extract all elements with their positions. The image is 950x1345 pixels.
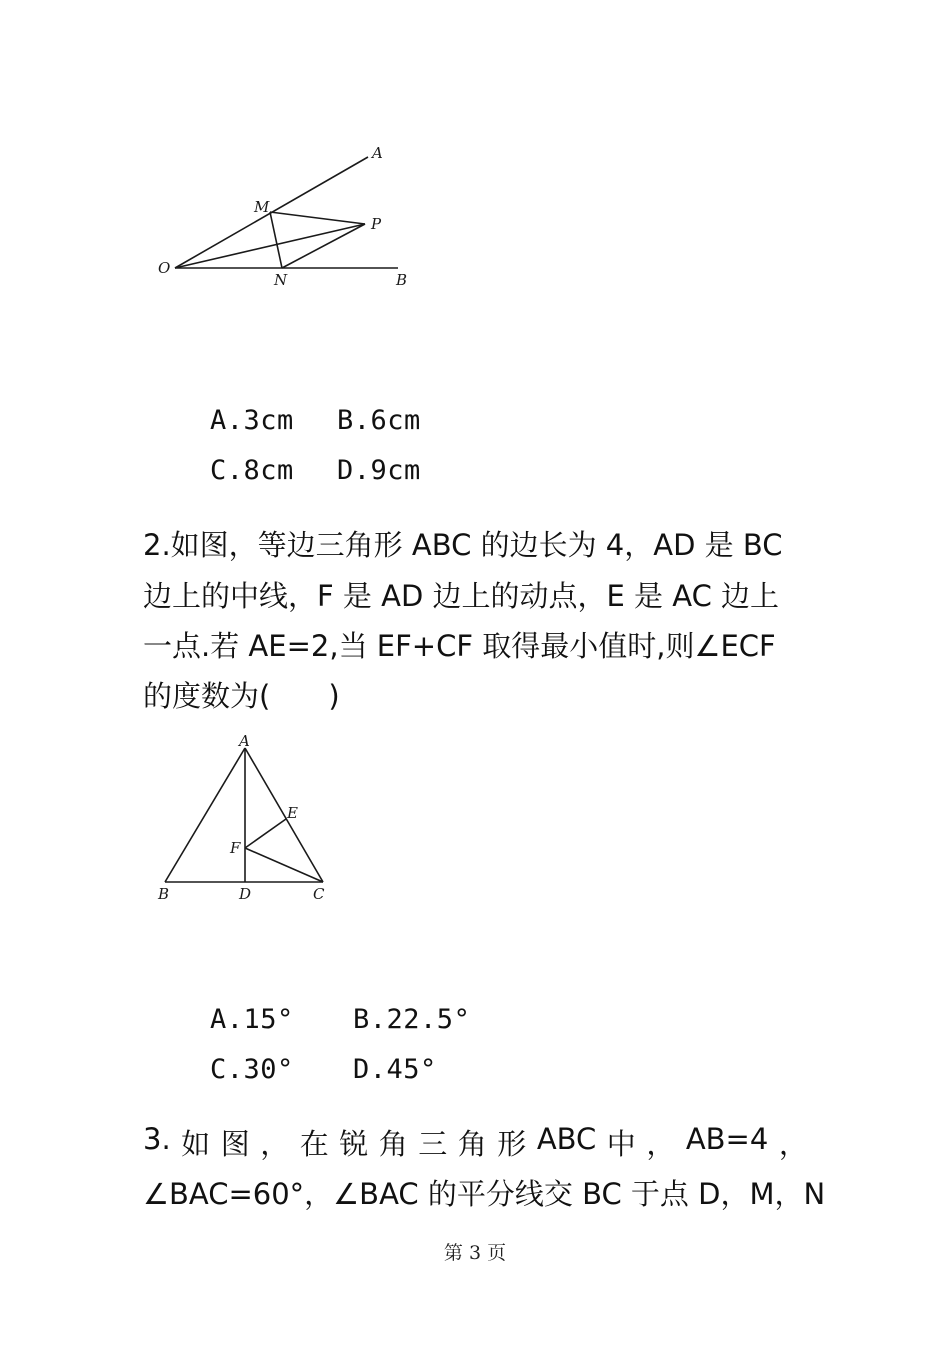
segment-ef xyxy=(245,819,286,848)
q1-option-a[interactable]: A.3cm xyxy=(210,405,294,436)
label-a: A xyxy=(372,144,383,162)
q1-option-c[interactable]: C.8cm xyxy=(210,455,294,486)
q3-token: 如 xyxy=(181,1127,211,1161)
label-f: F xyxy=(230,839,241,857)
q1-option-b[interactable]: B.6cm xyxy=(337,405,421,436)
label-b: B xyxy=(158,885,170,903)
q3-token: 图 xyxy=(220,1127,250,1161)
q3-token: 形 xyxy=(497,1127,527,1161)
q3-token: AB=4 xyxy=(685,1122,769,1156)
q3-token: 中 xyxy=(606,1127,636,1161)
q3-token: 在 xyxy=(299,1127,329,1161)
q3-token: 三 xyxy=(418,1127,448,1161)
side-ab xyxy=(165,748,245,882)
q2-option-c[interactable]: C.30° xyxy=(210,1054,294,1085)
segment-op xyxy=(175,224,365,268)
q1-option-d[interactable]: D.9cm xyxy=(337,455,421,486)
segment-mn xyxy=(270,212,282,268)
label-d: D xyxy=(239,885,252,903)
label-m: M xyxy=(254,198,270,216)
q3-token: 角 xyxy=(457,1127,487,1161)
q3-token: ABC xyxy=(536,1122,597,1156)
page-number-footer: 第 3 页 xyxy=(443,1242,507,1264)
q2-text-line-1: 2.如图，等边三角形 ABC 的边长为 4，AD 是 BC xyxy=(143,528,783,562)
label-o: O xyxy=(158,259,171,277)
side-ac xyxy=(245,748,323,882)
q3-token: 3. xyxy=(143,1122,171,1156)
q3-token: ， xyxy=(260,1127,290,1161)
q2-text-line-2: 边上的中线，F 是 AD 边上的动点，E 是 AC 边上 xyxy=(143,579,780,613)
figure-angle-aob xyxy=(150,140,420,300)
q2-text-line-3: 一点.若 AE=2,当 EF+CF 取得最小值时,则∠ECF xyxy=(143,629,776,663)
q2-option-b[interactable]: B.22.5° xyxy=(353,1004,471,1035)
label-n: N xyxy=(274,271,288,289)
label-p: P xyxy=(371,215,382,233)
figure-triangle-abc xyxy=(150,730,340,910)
segment-mp xyxy=(270,212,365,224)
label-b: B xyxy=(396,271,408,289)
label-a: A xyxy=(239,732,250,750)
q2-option-d[interactable]: D.45° xyxy=(353,1054,437,1085)
segment-fc xyxy=(245,848,323,882)
q3-token: ， xyxy=(778,1127,808,1161)
label-c: C xyxy=(313,885,325,903)
q3-token: 角 xyxy=(378,1127,408,1161)
label-e: E xyxy=(287,804,298,822)
q2-text-line-4: 的度数为( ) xyxy=(143,679,340,713)
q3-text-line-1 xyxy=(143,1122,808,1163)
q1-options-row-2 xyxy=(143,424,421,517)
segment-np xyxy=(282,224,365,268)
q3-token: ， xyxy=(646,1127,676,1161)
q3-token: 锐 xyxy=(339,1127,369,1161)
q3-text-line-2: ∠BAC=60°，∠BAC 的平分线交 BC 于点 D，M，N xyxy=(143,1177,826,1211)
q2-options-row-2 xyxy=(143,1023,437,1116)
q2-option-a[interactable]: A.15° xyxy=(210,1004,294,1035)
